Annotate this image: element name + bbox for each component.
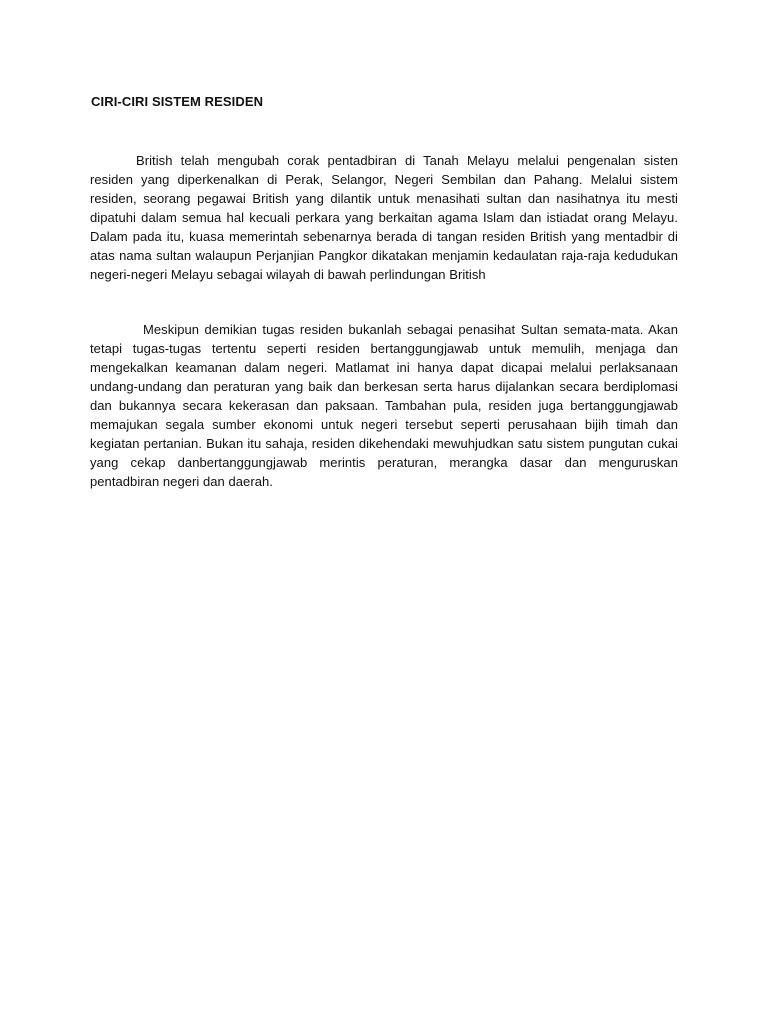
document-title: CIRI-CIRI SISTEM RESIDEN (91, 94, 264, 109)
paragraph-2: Meskipun demikian tugas residen bukanlah sebagai penasihat Sultan semata-mata. Akan tetapi tugas-tugas tertentu seperti residen bertanggungjawab untuk memulih, menjaga dan mengekalkan keamanan dalam negeri. Matlamat ini hanya dapat dicapai melalui perlaksanaan undang-undang dan peraturan yang baik dan berkesan serta harus dijalankan secara berdiplomasi dan bukannya secara kekerasan dan paksaan. Tambahan pula, residen juga bertanggungjawab memajukan segala sumber ekonomi untuk negeri tersebut seperti perusahaan bijih timah dan kegiatan pertanian. Bukan itu sahaja, residen dikehendaki mewuhjudkan satu sistem pungutan cukai yang cekap danbertanggungjawab merintis peraturan, merangka dasar dan menguruskan pentadbiran negeri dan daerah. (90, 322, 678, 489)
paragraph-1: British telah mengubah corak pentadbiran di Tanah Melayu melalui pengenalan sisten residen yang diperkenalkan di Perak, Selangor, Negeri Sembilan dan Pahang. Melalui sistem residen, seorang pegawai British yang dilantik untuk menasihati sultan dan nasihatnya itu mesti dipatuhi dalam semua hal kecuali perkara yang berkaitan agama Islam dan istiadat orang Melayu. Dalam pada itu, kuasa memerintah sebenarnya berada di tangan residen British yang mentadbir di atas nama sultan walaupun Perjanjian Pangkor dikatakan menjamin kedaulatan raja-raja kedudukan negeri-negeri Melayu sebagai wilayah di bawah perlindungan British (90, 153, 678, 282)
